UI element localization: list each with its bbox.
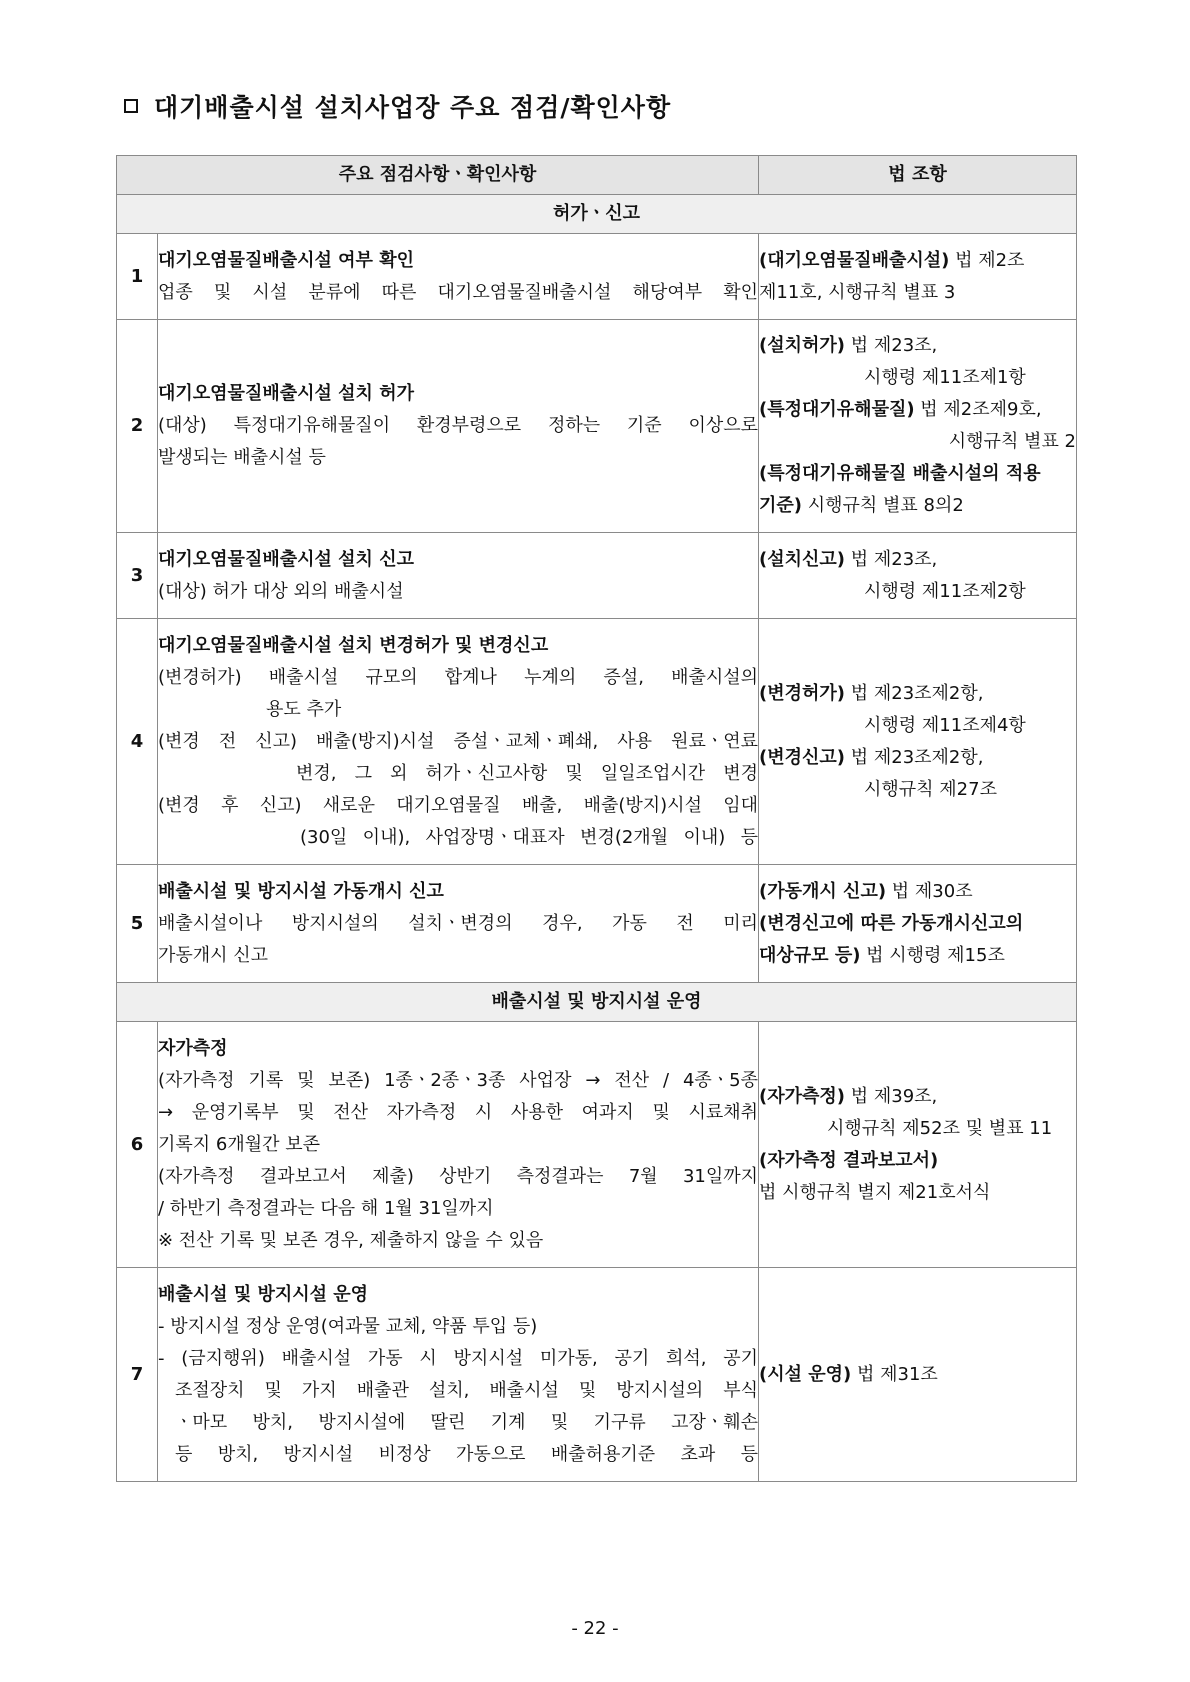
law-line: (가동개시 신고) 법 제30조 [759,880,973,902]
law-line: 대상규모 등) 법 시행령 제15조 [759,944,1005,966]
law-line: 시행령 제11조제2항 [864,580,1026,602]
law-line: (변경신고에 따른 가동개시신고의 [759,912,1024,934]
header-items: 주요 점검사항ㆍ확인사항 [117,156,759,195]
row-content [158,619,759,865]
page-number: - 22 - [571,1618,619,1639]
row-line: → 운영기록부 및 전산 자가측정 시 사용한 여과지 및 시료채취 [158,1101,759,1123]
law-line: (특정대기유해물질 배출시설의 적용 [759,463,1041,484]
row-line: 조절장치 및 가지 배출관 설치, 배출시설 및 방지시설의 부식 [175,1379,759,1401]
row-line: 발생되는 배출시설 등 [158,447,326,468]
row-law [759,234,1077,320]
row-content [158,533,759,619]
row-heading: 대기오염물질배출시설 설치 신고 [158,548,414,570]
law-line: (시설 운영) 법 제31조 [759,1363,938,1385]
header-law: 법 조항 [759,156,1077,195]
law-line: (자가측정 결과보고서) [759,1149,939,1171]
row-law [759,619,1077,865]
table-row [117,533,1077,619]
row-line: 기록지 6개월간 보존 [158,1133,320,1155]
row-heading: 대기오염물질배출시설 설치 변경허가 및 변경신고 [158,634,549,656]
row-line: (30일 이내), 사업장명ㆍ대표자 변경(2개월 이내) 등 [300,826,759,848]
row-line: (변경허가) 배출시설 규모의 합계나 누계의 증설, 배출시설의 [158,666,759,688]
row-law [759,1268,1077,1482]
row-line: (자가측정 기록 및 보존) 1종ㆍ2종ㆍ3종 사업장 → 전산 / 4종ㆍ5종 [158,1069,759,1091]
law-line: 시행령 제11조제4항 [864,714,1026,736]
law-line: (변경허가) 법 제23조제2항, [759,682,984,704]
row-line: ※ 전산 기록 및 보존 경우, 제출하지 않을 수 있음 [158,1229,544,1251]
table-row [117,1268,1077,1482]
row-line: 용도 추가 [266,698,342,720]
row-content [158,320,759,533]
row-number: 6 [117,1022,158,1268]
section-row [117,983,1077,1022]
law-line: 법 시행규칙 별지 제21호서식 [759,1181,991,1203]
row-line: - (금지행위) 배출시설 가동 시 방지시설 미가동, 공기 희석, 공기 [158,1347,759,1369]
row-number: 1 [117,234,158,320]
row-heading: 배출시설 및 방지시설 가동개시 신고 [158,880,444,902]
law-line: (특정대기유해물질) 법 제2조제9호, [759,399,1042,420]
row-law [759,320,1077,533]
section-row [117,195,1077,234]
law-line: 시행령 제11조제1항 [864,367,1026,388]
row-law [759,533,1077,619]
law-line: (설치허가) 법 제23조, [759,335,938,356]
table-row [117,865,1077,983]
row-line: (변경 후 신고) 새로운 대기오염물질 배출, 배출(방지)시설 임대 [158,794,759,816]
row-line: (자가측정 결과보고서 제출) 상반기 측정결과는 7월 31일까지 [158,1165,759,1187]
row-line: 업종 및 시설 분류에 따른 대기오염물질배출시설 해당여부 확인 [158,281,759,303]
row-law [759,865,1077,983]
row-line: 가동개시 신고 [158,944,269,966]
table-row [117,619,1077,865]
row-law [759,1022,1077,1268]
row-line: ㆍ마모 방치, 방지시설에 딸린 기계 및 기구류 고장ㆍ훼손 [175,1411,759,1433]
row-heading: 배출시설 및 방지시설 운영 [158,1283,369,1305]
section-permit: 허가ㆍ신고 [117,195,1077,234]
row-number: 4 [117,619,158,865]
law-line: 시행규칙 제27조 [864,778,997,800]
law-line: 제11호, 시행규칙 별표 3 [759,281,956,303]
law-line: (자가측정) 법 제39조, [759,1085,938,1107]
section-operation: 배출시설 및 방지시설 운영 [117,983,1077,1022]
row-number: 3 [117,533,158,619]
law-line: 시행규칙 제52조 및 별표 11 [827,1117,1053,1139]
checkbox-bullet-icon [124,99,138,113]
page-title [124,88,671,124]
law-line: 시행규칙 별표 2 [948,431,1077,452]
row-line: / 하반기 측정결과는 다음 해 1월 31일까지 [158,1197,494,1219]
table-row [117,234,1077,320]
law-line: (설치신고) 법 제23조, [759,548,938,570]
law-line: (변경신고) 법 제23조제2항, [759,746,984,768]
row-content [158,1022,759,1268]
row-heading: 자가측정 [158,1037,228,1059]
row-line: (대상) 특정대기유해물질이 환경부령으로 정하는 기준 이상으로 [158,415,759,436]
row-content [158,1268,759,1482]
table-row [117,320,1077,533]
inspection-table [116,155,1077,1482]
row-number: 5 [117,865,158,983]
table-row [117,1022,1077,1268]
row-number: 7 [117,1268,158,1482]
row-line: - 방지시설 정상 운영(여과물 교체, 약품 투입 등) [158,1315,538,1337]
row-number: 2 [117,320,158,533]
law-line: 기준) 시행규칙 별표 8의2 [759,495,964,516]
law-line: (대기오염물질배출시설) 법 제2조 [759,249,1025,271]
row-line: 배출시설이나 방지시설의 설치ㆍ변경의 경우, 가동 전 미리 [158,912,759,934]
page-title-text: 대기배출시설 설치사업장 주요 점검/확인사항 [154,93,672,122]
row-line: 변경, 그 외 허가ㆍ신고사항 및 일일조업시간 변경 [296,762,759,784]
row-content [158,865,759,983]
row-line: (대상) 허가 대상 외의 배출시설 [158,580,404,602]
row-content [158,234,759,320]
row-heading: 대기오염물질배출시설 설치 허가 [158,383,414,404]
row-line: 등 방치, 방지시설 비정상 가동으로 배출허용기준 초과 등 [175,1443,759,1465]
row-heading: 대기오염물질배출시설 여부 확인 [158,249,414,271]
row-line: (변경 전 신고) 배출(방지)시설 증설ㆍ교체ㆍ폐쇄, 사용 원료ㆍ연료 [158,730,759,752]
table-header-row [117,156,1077,195]
